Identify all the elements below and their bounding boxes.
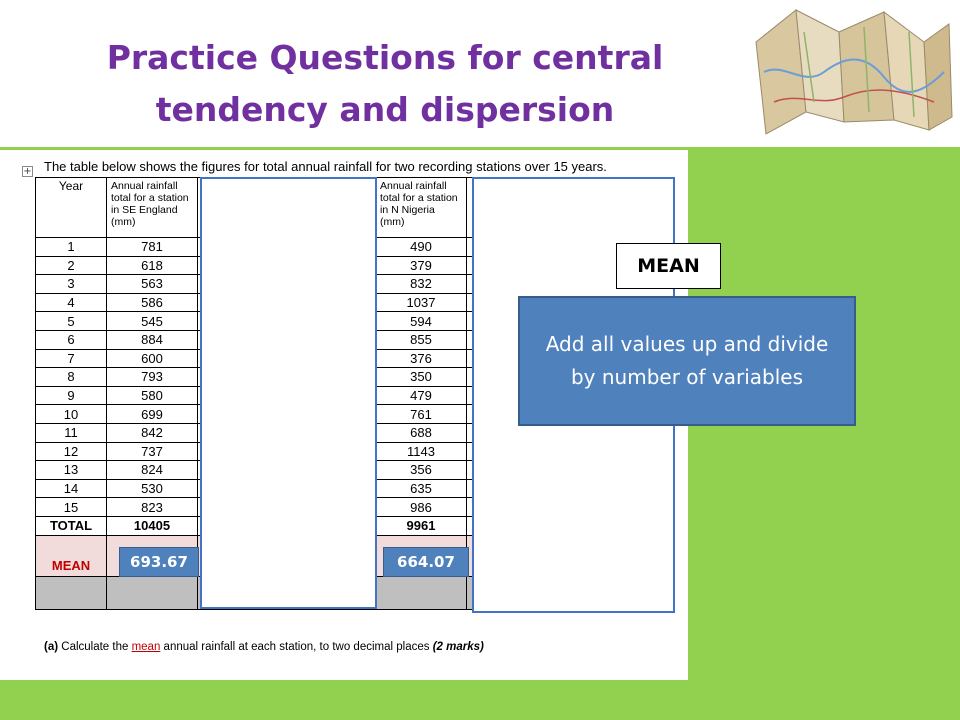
se-cell: 737 xyxy=(107,442,198,461)
se-cell: 600 xyxy=(107,349,198,368)
year-cell: 3 xyxy=(36,275,107,294)
se-cell: 580 xyxy=(107,386,198,405)
mean-value-se: 693.67 xyxy=(119,547,199,577)
se-cell: 545 xyxy=(107,312,198,331)
year-cell: 4 xyxy=(36,293,107,312)
se-cell: 699 xyxy=(107,405,198,424)
n-cell: 379 xyxy=(376,256,467,275)
mean-value-n: 664.07 xyxy=(383,547,469,577)
question-text xyxy=(44,641,484,653)
year-cell: 13 xyxy=(36,461,107,480)
year-cell: 1 xyxy=(36,238,107,257)
se-cell: 824 xyxy=(107,461,198,480)
question-prefix: (a) xyxy=(44,641,59,653)
n-cell: 356 xyxy=(376,461,467,480)
n-cell: 594 xyxy=(376,312,467,331)
n-cell: 761 xyxy=(376,405,467,424)
se-cell: 884 xyxy=(107,330,198,349)
n-cell: 688 xyxy=(376,423,467,442)
intro-text: The table below shows the figures for total annual rainfall for two recording stations over 15 years. xyxy=(44,159,607,174)
expand-icon[interactable]: + xyxy=(23,166,32,177)
total-se: 10405 xyxy=(107,516,198,535)
table-cell xyxy=(107,576,198,609)
n-cell: 350 xyxy=(376,368,467,387)
header-year: Year xyxy=(36,178,107,238)
year-cell: 15 xyxy=(36,498,107,517)
year-cell: 8 xyxy=(36,368,107,387)
total-label: TOTAL xyxy=(36,516,107,535)
year-cell: 10 xyxy=(36,405,107,424)
n-cell: 479 xyxy=(376,386,467,405)
year-cell: 14 xyxy=(36,479,107,498)
mean-definition-callout: Add all values up and divide by number of variables xyxy=(518,296,856,426)
n-cell: 1143 xyxy=(376,442,467,461)
n-cell: 832 xyxy=(376,275,467,294)
n-cell: 855 xyxy=(376,330,467,349)
header-n: Annual rainfall total for a station in N Nigeria (mm) xyxy=(376,178,467,238)
year-cell: 7 xyxy=(36,349,107,368)
year-cell: 11 xyxy=(36,423,107,442)
se-cell: 842 xyxy=(107,423,198,442)
year-cell: 6 xyxy=(36,330,107,349)
blank-overlay-left xyxy=(200,177,377,609)
year-cell: 5 xyxy=(36,312,107,331)
n-cell: 490 xyxy=(376,238,467,257)
se-cell: 563 xyxy=(107,275,198,294)
mean-tag: MEAN xyxy=(616,243,721,289)
se-cell: 586 xyxy=(107,293,198,312)
n-cell: 376 xyxy=(376,349,467,368)
se-cell: 530 xyxy=(107,479,198,498)
table-cell xyxy=(36,576,107,609)
total-n: 9961 xyxy=(376,516,467,535)
question-after: annual rainfall at each station, to two decimal places xyxy=(160,641,433,653)
year-cell: 9 xyxy=(36,386,107,405)
se-cell: 781 xyxy=(107,238,198,257)
header-se: Annual rainfall total for a station in SE England (mm) xyxy=(107,178,198,238)
n-cell: 986 xyxy=(376,498,467,517)
slide-title: Practice Questions for central tendency and dispersion xyxy=(106,38,664,129)
table-cell xyxy=(376,576,467,609)
se-cell: 823 xyxy=(107,498,198,517)
year-cell: 2 xyxy=(36,256,107,275)
n-cell: 1037 xyxy=(376,293,467,312)
year-cell: 12 xyxy=(36,442,107,461)
question-before: Calculate the xyxy=(58,641,132,653)
se-cell: 618 xyxy=(107,256,198,275)
folded-map-image xyxy=(744,2,956,145)
n-cell: 635 xyxy=(376,479,467,498)
se-cell: 793 xyxy=(107,368,198,387)
question-keyword: mean xyxy=(131,641,161,653)
mean-row-label: MEAN xyxy=(36,535,107,576)
question-marks: (2 marks) xyxy=(432,641,484,653)
